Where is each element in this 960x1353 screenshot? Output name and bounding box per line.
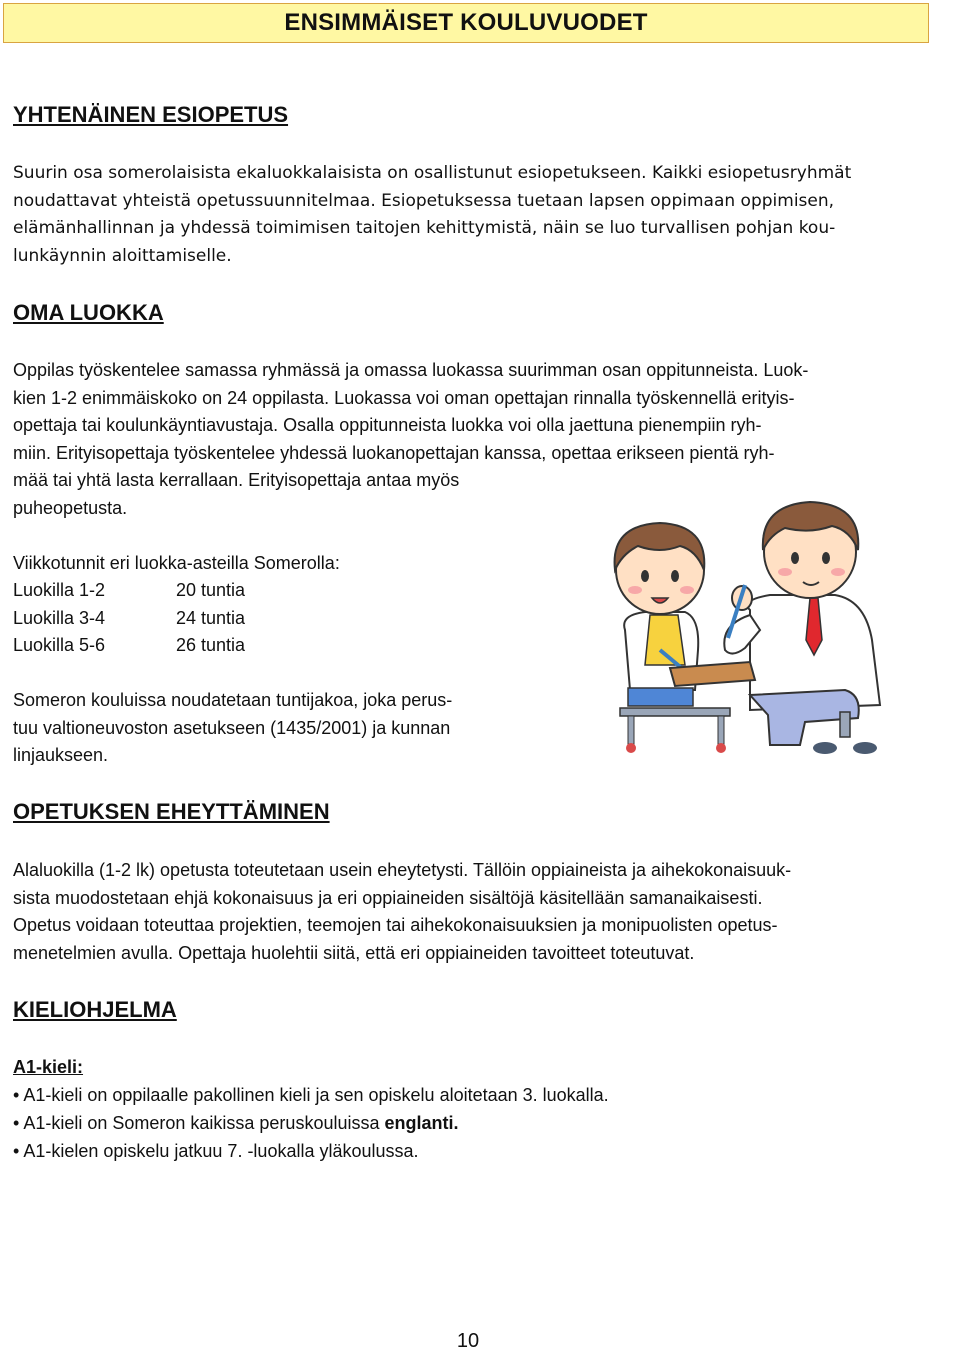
text-line: noudattavat yhteistä opetussuunnitelmaa. Esiopetuksessa tuetaan lapsen oppimaan oppimisen, (13, 190, 835, 211)
text-line: Opetus voidaan toteuttaa projektien, teemojen tai aihekokonaisuuksien ja monipuolisten opetus- (13, 915, 778, 935)
teacher-student-illustration (600, 490, 890, 760)
text-line: menetelmien avulla. Opettaja huolehtii siitä, että eri oppiaineiden tavoitteet toteutuvat. (13, 942, 695, 963)
bullet-emphasis: englanti. (384, 1113, 459, 1133)
eheyttaminen-paragraph (13, 857, 933, 967)
hours-value: 26 tuntia (176, 635, 246, 656)
table-row (13, 577, 245, 605)
text-line: Alaluokilla (1-2 lk) opetusta toteutetaan usein eheytetysti. Tällöin oppiaineista ja aihekokonaisuuk- (13, 860, 792, 880)
weekly-hours-table (13, 577, 245, 660)
text-line: puheopetusta. (13, 497, 128, 518)
text-line: sista muodostetaan ehjä kokonaisuus ja eri oppiaineiden sisältöjä käsitellään samanaikaisesti. (13, 887, 763, 908)
text-line: lunkäynnin aloittamiselle. (13, 245, 232, 266)
a1-bullet-list (13, 1081, 913, 1165)
text-line: mää tai yhtä lasta kerrallaan. Erityisopettaja antaa myös (13, 470, 460, 490)
subheading-a1-kieli: A1-kieli: (13, 1057, 84, 1077)
list-item (13, 1109, 913, 1137)
text-line: elämänhallinnan ja yhdessä toimimisen taitojen kehittymistä, näin se luo turvallisen pohjan kou- (13, 218, 836, 238)
heading-esiopetus: YHTENÄINEN ESIOPETUS (13, 102, 289, 127)
bullet-text: A1-kielen opiskelu jatkuu 7. -luokalla yläkoulussa. (23, 1141, 419, 1161)
hours-value: 24 tuntia (176, 607, 246, 628)
heading-eheyttaminen: OPETUKSEN EHEYTTÄMINEN (13, 799, 330, 824)
page-number: 10 (456, 1330, 480, 1352)
text-line: miin. Erityisopettaja työskentelee yhdessä luokanopettajan kanssa, opettaa erikseen pientä ryh- (13, 442, 775, 463)
weekly-hours-title: Viikkotunnit eri luokka-asteilla Somerolla: (13, 553, 340, 573)
text-line: tuu valtioneuvoston asetukseen (1435/2001) ja kunnan (13, 717, 451, 738)
esiopetus-paragraph (13, 160, 933, 270)
heading-kieliohjelma: KIELIOHJELMA (13, 997, 177, 1022)
table-row (13, 605, 245, 633)
text-line: linjaukseen. (13, 745, 109, 765)
text-line: kien 1-2 enimmäiskoko on 24 oppilasta. Luokassa voi oman opettajan rinnalla työskennellä erityis- (13, 387, 795, 408)
text-line: opettaja tai koulunkäyntiavustaja. Osalla oppitunneista luokka voi olla jaettuna pienempiin ryh- (13, 415, 762, 435)
tuntijako-note (13, 687, 553, 770)
teacher-figure (724, 502, 880, 754)
page-title-banner (3, 3, 929, 43)
list-item (13, 1081, 913, 1109)
text-line: Suurin osa somerolaisista ekaluokkalaisista on osallistunut esiopetukseen. Kaikki esiopetusryhmät (13, 163, 852, 183)
heading-oma-luokka: OMA LUOKKA (13, 300, 164, 325)
grade-label: Luokilla 1-2 (13, 580, 106, 601)
text-line: Someron kouluissa noudatetaan tuntijakoa, joka perus- (13, 690, 453, 710)
grade-label: Luokilla 3-4 (13, 607, 106, 628)
page-title: ENSIMMÄISET KOULUVUODET (284, 9, 648, 36)
bullet-text: A1-kieli on Someron kaikissa peruskouluissa (23, 1113, 385, 1133)
list-item (13, 1137, 913, 1165)
grade-label: Luokilla 5-6 (13, 635, 106, 656)
bullet-text: A1-kieli on oppilaalle pakollinen kieli ja sen opiskelu aloitetaan 3. luokalla. (23, 1085, 609, 1105)
text-line: Oppilas työskentelee samassa ryhmässä ja omassa luokassa suurimman osan oppitunneista. Luok- (13, 360, 809, 380)
hours-value: 20 tuntia (176, 580, 246, 601)
table-row (13, 632, 245, 660)
